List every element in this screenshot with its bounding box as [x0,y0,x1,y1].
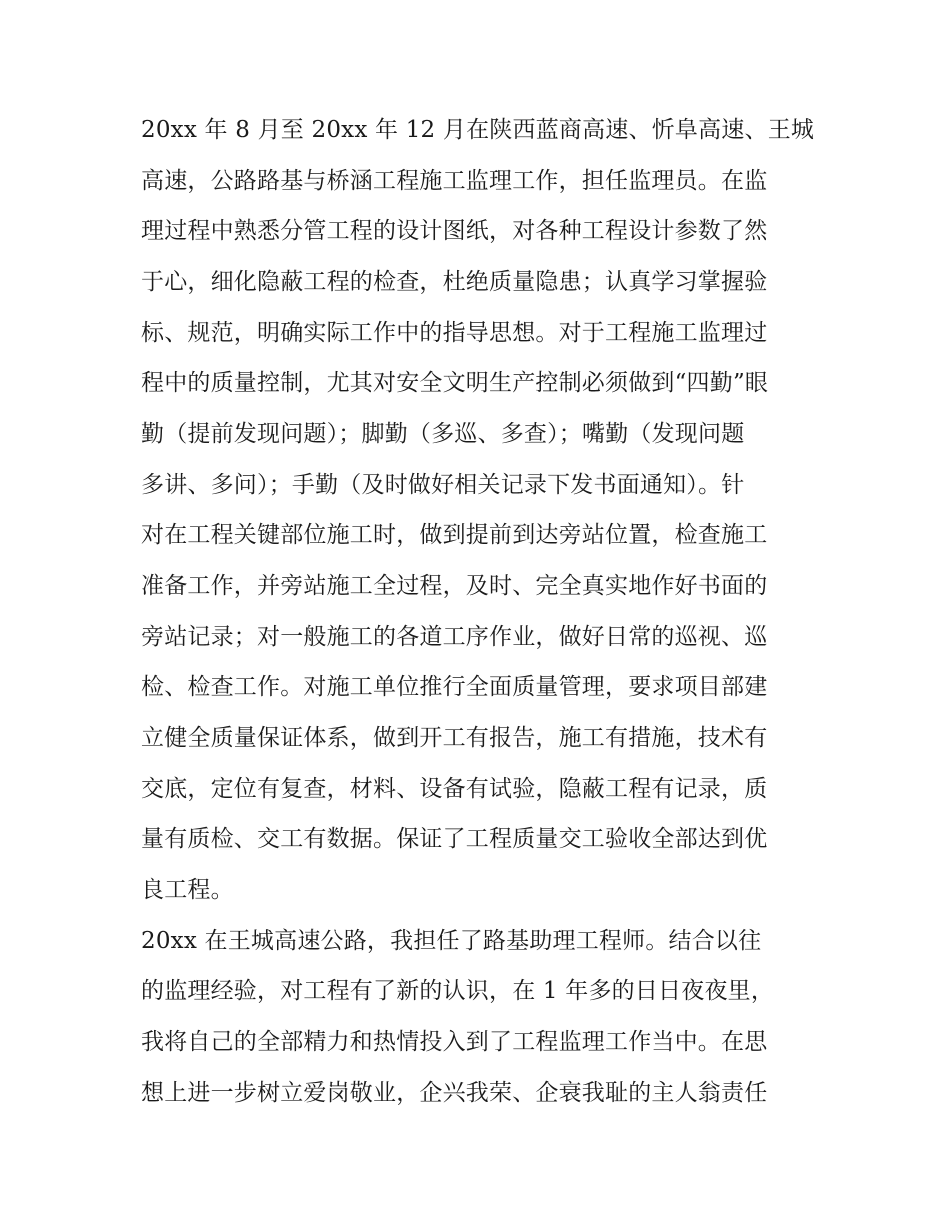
text-line: 标、规范，明确实际工作中的指导思想。对于工程施工监理过 [141,320,768,346]
text-line: 对在工程关键部位施工时，做到提前到达旁站位置，检查施工 [141,522,768,548]
text-line: 想上进一步树立爱岗敬业，企兴我荣、企衰我耻的主人翁责任 [141,1080,768,1106]
text-line: 程中的质量控制，尤其对安全文明生产控制必须做到“四勤”眼 [141,370,769,396]
text-line: 于心，细化隐蔽工程的检查，杜绝质量隐患；认真学习掌握验 [141,269,768,295]
text-line: 20xx 年 8 月至 20xx 年 12 月在陕西蓝商高速、忻阜高速、王城 [141,117,815,143]
text-line: 20xx 在王城高速公路，我担任了路基助理工程师。结合以往 [141,928,762,954]
text-line: 旁站记录；对一般施工的各道工序作业，做好日常的巡视、巡 [141,624,768,650]
text-line: 准备工作，并旁站施工全过程，及时、完全真实地作好书面的 [141,573,768,599]
text-line: 量有质检、交工有数据。保证了工程质量交工验收全部达到优 [141,826,768,852]
text-line: 检、检查工作。对施工单位推行全面质量管理，要求项目部建 [141,674,768,700]
text-line: 多讲、多问）；手勤（及时做好相关记录下发书面通知）。针 [141,472,745,498]
text-line: 交底，定位有复查，材料、设备有试验，隐蔽工程有记录，质 [141,776,768,802]
text-line: 良工程。 [141,877,234,903]
text-line: 高速，公路路基与桥涵工程施工监理工作，担任监理员。在监 [141,168,768,194]
text-line: 理过程中熟悉分管工程的设计图纸，对各种工程设计参数了然 [141,218,768,244]
text-line: 我将自己的全部精力和热情投入到了工程监理工作当中。在思 [141,1029,768,1055]
text-line: 勤（提前发现问题）；脚勤（多巡、多查）；嘴勤（发现问题 [141,421,745,447]
text-line: 立健全质量保证体系，做到开工有报告，施工有措施，技术有 [141,725,768,751]
text-line: 的监理经验，对工程有了新的认识，在 1 年多的日日夜夜里， [141,978,775,1004]
